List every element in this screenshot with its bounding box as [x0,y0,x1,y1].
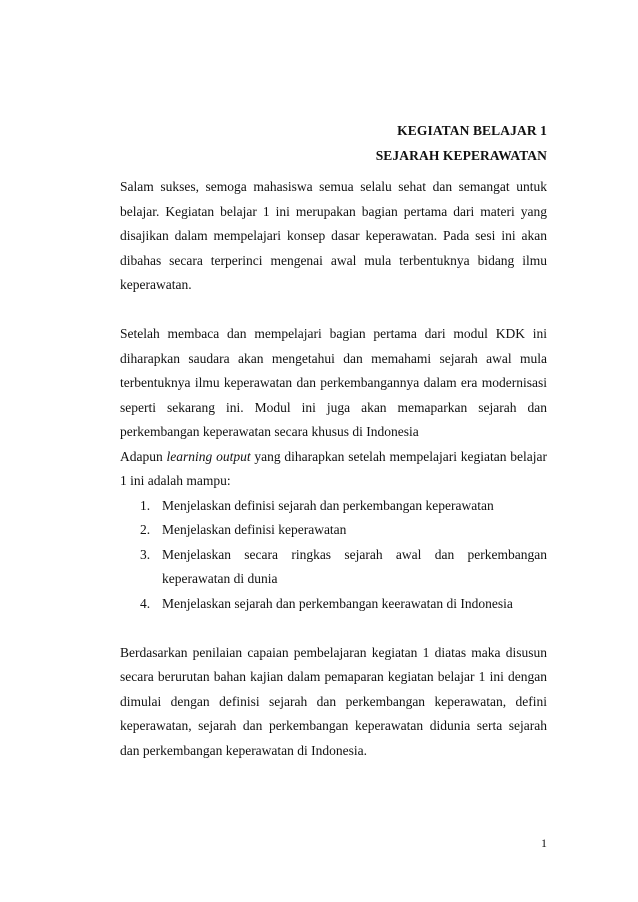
list-item [140,543,547,592]
learning-output-tail: yang diharapkan setelah mempelajari kegiatan belajar 1 ini adalah mampu: [120,448,547,488]
learning-output-list [120,494,547,617]
list-item [140,518,547,543]
paragraph-gap [120,298,547,323]
intro-paragraph: Salam sukses, semoga mahasiswa semua selalu sehat dan semangat untuk belajar. Kegiatan belajar 1 ini merupakan bagian pertama dari materi yang disajikan dalam mempelajari konsep dasar keperawatan. Pada sesi ini akan dibahas secara terperinci mengenai awal mula terbentuknya bidang ilmu keperawatan. [120,179,547,292]
list-item-text: Menjelaskan secara ringkas sejarah awal dan perkembangan keperawatan di dunia [162,546,547,586]
list-item-number: 3. [140,546,151,562]
list-item-number: 1. [140,497,151,513]
learning-output-lead: Adapun [120,448,167,464]
learning-output-term: learning output [166,448,251,464]
list-item-text: Menjelaskan definisi keperawatan [162,522,347,537]
list-item [140,494,547,519]
learning-output-paragraph [120,445,547,494]
list-item-number: 4. [140,595,151,611]
body-content [120,175,547,763]
section-title: KEGIATAN BELAJAR 1 [397,123,547,138]
objective-paragraph: Setelah membaca dan mempelajari bagian pertama dari modul KDK ini diharapkan saudara akan mengetahui dan memahami sejarah awal mula terbentuknya ilmu keperawatan dan perkembangannya dalam era modernisasi seperti sekarang ini. Modul ini juga akan memaparkan sejarah dan perkembangan keperawatan secara khusus di Indonesia [120,326,547,439]
section-subtitle: SEJARAH KEPERAWATAN [375,148,547,163]
list-item [140,592,547,617]
list-item-text: Menjelaskan definisi sejarah dan perkembangan keperawatan [162,497,494,513]
page-number: 1 [541,836,547,850]
list-item-text: Menjelaskan sejarah dan perkembangan keerawatan di Indonesia [162,595,513,611]
list-item-number: 2. [140,522,151,537]
summary-paragraph: Berdasarkan penilaian capaian pembelajaran kegiatan 1 diatas maka disusun secara berurutan bahan kajian dalam pemaparan kegiatan belajar 1 ini dengan dimulai dengan definisi sejarah dan perkembangan keperawatan, defini keperawatan, sejarah dan perkembangan keperawatan didunia serta sejarah dan perkembangan keperawatan di Indonesia. [120,644,547,758]
paragraph-gap [120,616,547,641]
